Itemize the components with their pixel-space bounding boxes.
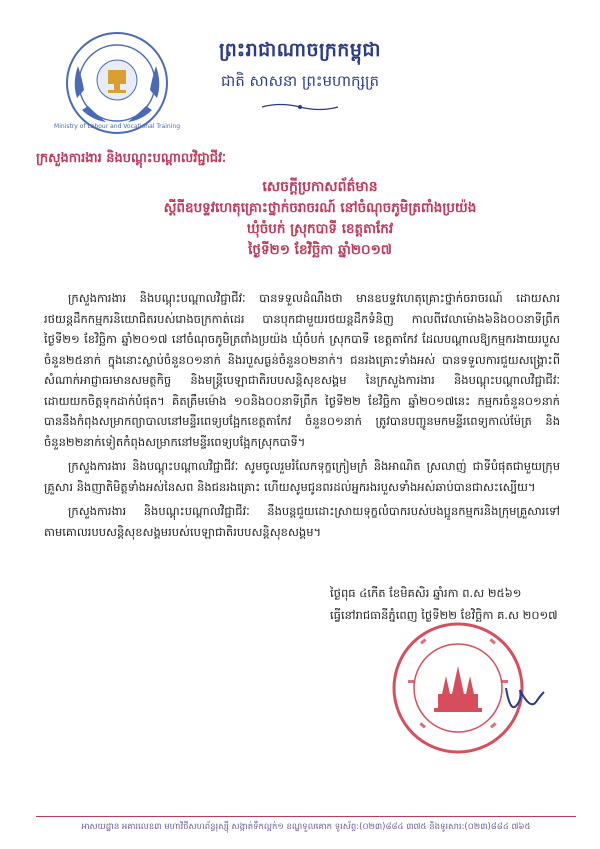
press-release-body (44, 288, 560, 546)
national-motto: ជាតិ សាសនា ព្រះមហាក្សត្រ (220, 72, 380, 90)
logo-text: Ministry of Labour and Vocational Training (54, 123, 180, 130)
ministry-logo (54, 28, 180, 138)
title-line-1: សេចក្តីប្រកាសព័ត៌មាន (262, 179, 378, 195)
kingdom-name: ព្រះរាជាណាចក្រកម្ពុជា (219, 39, 381, 61)
title-line-3: ឃុំចំបក់ ស្រុកបាទី ខេត្តតាកែវ (246, 221, 394, 237)
title-line-2: ស្តីពីឧបទ្ទវហេតុគ្រោះថ្នាក់ចរាចរណ៍ នៅចំណុចភូមិត្រពាំងប្រយ៉ង (163, 200, 477, 216)
press-release-titles (100, 177, 540, 261)
kingdom-header (200, 38, 400, 116)
body-paragraph-3: ក្រសួងការងារ និងបណ្តុះបណ្តាលវិជ្ជាជីវៈ នឹងបន្តជួយដោះស្រាយទុក្ខលំបាករបស់បងប្អូនកម្មករនិងក្រុមគ្រួសារទៅតាមគោលរបបសន្តិសុខសង្គមរបស់បេឡាជាតិរបបសន្តិសុខសង្គម។ (44, 504, 560, 539)
footer-address: អាសយដ្ឋាន អគារលេខ៣ មហាវិថីសហព័ន្ធរុស្ស៊ី សង្កាត់ទឹកល្អក់១ ខណ្ឌទួលគោក ទូរស័ព្ទ:(០២៣)៨៨៤ ៣៧៥ និងទូរសារ:(០២៣)៨៨៤ ៧៦៥ (81, 822, 531, 832)
signature (500, 680, 550, 720)
body-paragraph-2: ក្រសួងការងារ និងបណ្តុះបណ្តាលវិជ្ជាជីវៈ សូមចូលរួមរំលែកទុក្ខក្រៀមក្រំ និងអាណិត ស្រលាញ់ ជាទីបំផុតជាមួយក្រុមគ្រួសារ និងញាតិមិត្តទាំងអស់នៃសព និងជនរងគ្រោះ ហើយសូមជូនពរដល់អ្នករងរបួសទាំងអស់ឆាប់បានជាសះស្បើយ។ (44, 459, 560, 494)
decorative-divider (260, 102, 340, 112)
body-paragraph-1: ក្រសួងការងារ និងបណ្តុះបណ្តាលវិជ្ជាជីវៈ បានទទួលដំណឹងថា មានឧបទ្ទវហេតុគ្រោះថ្នាក់ចរាចរណ៍ ដោយសាររថយន្តដឹកកម្មករនិយោជិតរបស់រោងចក្រកាត់ដេរ បានបុកជាមួយរថយន្តដឹកទំនិញ កាលពីវេលាម៉ោង៦និង០០នាទីព្រឹក ថ្ងៃទី២១ ខែវិច្ឆិកា ឆ្នាំ២០១៧ នៅចំណុចភូមិត្រពាំងប្រយ៉ង ឃុំចំបក់ ស្រុកបាទី ខេត្តតាកែវ ដែលបណ្តាលឱ្យកម្មករងាយរបួស ចំនួន២៥នាក់ ក្នុងនោះស្លាប់ចំនួន០១នាក់ និងរបួសធ្ងន់ចំនួន០២នាក់។ ជនរងគ្រោះទាំងអស់ បានទទួលការជួយសង្គ្រោះពីសំណាក់អាជ្ញាធរមានសមត្ថកិច្ច និងមន្ត្រីបេឡាជាតិរបបសន្តិសុខសង្គម នៃក្រសួងការងារ និងបណ្តុះបណ្តាលវិជ្ជាជីវៈ ដោយយកចិត្តទុកដាក់បំផុត។ គិតត្រឹមម៉ោង ១០និង០០នាទីព្រឹក ថ្ងៃទី២២ ខែវិច្ឆិកា ឆ្នាំ២០១៧នេះ កម្មករចំនួន០១នាក់ បាននឹងកំពុងសម្រាកព្យាបាលនៅមន្ទីរពេទ្យបង្អែកខេត្តតាកែវ ចំនួន០១នាក់ ត្រូវបានបញ្ជូនមកមន្ទីរពេទ្យកាល់ម៉ែត្រ និងចំនួន២២នាក់ទៀតកំពុងសម្រាកនៅមន្ទីរពេទ្យបង្អែកស្រុកបាទី។ (44, 291, 560, 449)
solar-date: ធ្វើនៅរាជធានីភ្នំពេញ ថ្ងៃទី២២ ខែវិច្ឆិកា គ.ស ២០១៧ (330, 608, 558, 622)
lunar-date: ថ្ងៃពុធ ៤កើត ខែមិគសិរ ឆ្នាំរកា ព.ស ២៥៦១ (330, 586, 522, 600)
footer-divider (36, 816, 576, 817)
title-line-4: ថ្ងៃទី២១ ខែវិច្ឆិកា ឆ្នាំ២០១៧ (248, 242, 392, 258)
ministry-name: ក្រសួងការងារ និងបណ្តុះបណ្តាលវិជ្ជាជីវៈ (36, 151, 227, 166)
